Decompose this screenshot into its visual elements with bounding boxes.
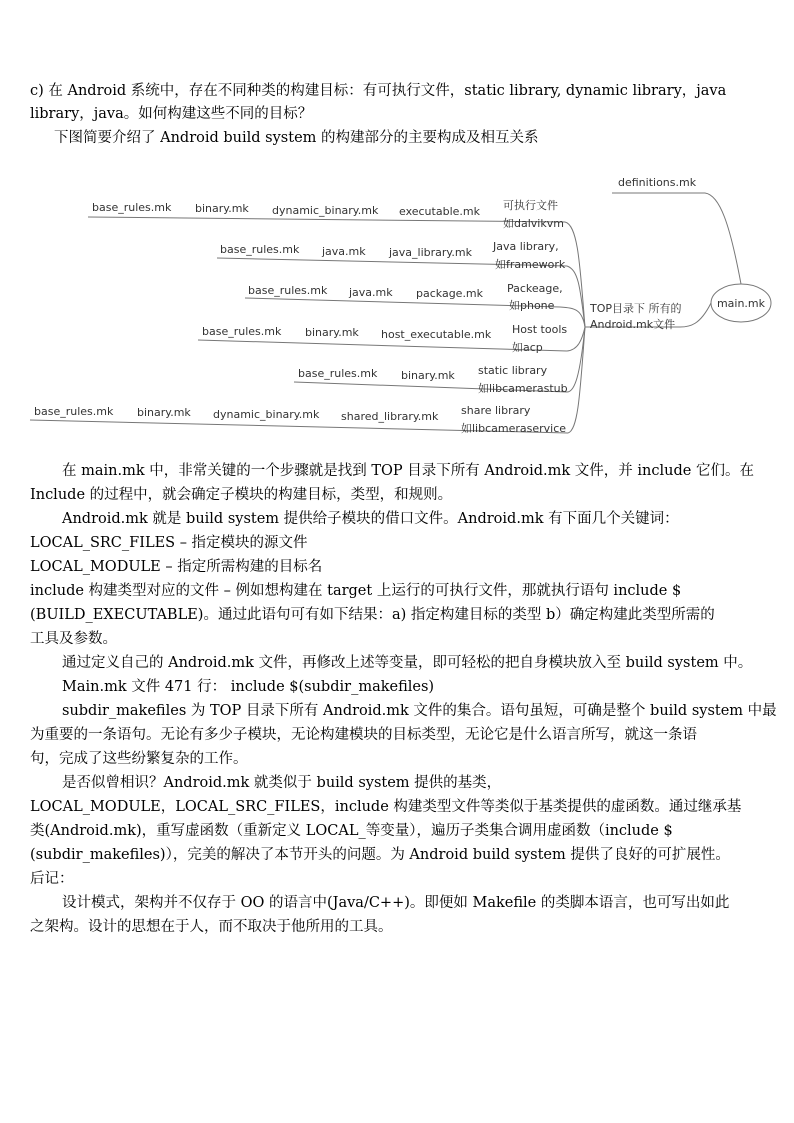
- node: base_rules.mk: [220, 243, 300, 256]
- node: base_rules.mk: [248, 284, 328, 297]
- branch-2-label-1: Java library,: [493, 240, 559, 253]
- branch-executable: [88, 198, 565, 230]
- body-line: (BUILD_EXECUTABLE)。通过此语句可有如下结果：a) 指定构建目标的类型 b）确定构建此类型所需的: [30, 607, 715, 623]
- top-label-1: TOP目录下 所有的: [590, 302, 682, 315]
- body-line: LOCAL_SRC_FILES – 指定模块的源文件: [30, 535, 308, 551]
- branch-package: [245, 282, 563, 312]
- body-line: Main.mk 文件 471 行： include $(subdir_makefiles): [62, 679, 435, 695]
- body-line: 类(Android.mk)，重写虚函数（重新定义 LOCAL_等变量），遍历子类集合调用虚函数（include $: [30, 823, 673, 839]
- branch-java-library: [217, 240, 567, 271]
- branch-3-label-2: 如phone: [509, 299, 555, 312]
- body-line: LOCAL_MODULE，LOCAL_SRC_FILES，include 构建类型文件等类似于基类提供的虚函数。通过继承基: [30, 799, 742, 815]
- node: base_rules.mk: [34, 405, 114, 418]
- node: binary.mk: [195, 202, 249, 215]
- branch-share-library: [30, 404, 568, 435]
- body-line: 之架构。设计的思想在于人，而不取决于他所用的工具。: [30, 919, 393, 935]
- body-line: Include 的过程中，就会确定子模块的构建目标，类型，和规则。: [30, 487, 453, 503]
- branch-6-label-1: share library: [461, 404, 531, 417]
- branch-5-label-2: 如libcamerastub: [478, 382, 568, 395]
- body-line: 通过定义自己的 Android.mk 文件，再修改上述等变量，即可轻松的把自身模块放入至 build system 中。: [62, 655, 753, 671]
- body-line: subdir_makefiles 为 TOP 目录下所有 Android.mk 文件的集合。语句虽短，可确是整个 build system 中最: [62, 703, 777, 719]
- branch-1-label-2: 如dalvikvm: [503, 217, 564, 230]
- branch-6-label-2: 如libcameraservice: [461, 422, 567, 435]
- intro-line-2: library，java。如何构建这些不同的目标？: [30, 106, 313, 122]
- root-node-label: main.mk: [716, 297, 766, 310]
- node: java.mk: [349, 286, 393, 299]
- body-line: include 构建类型对应的文件 – 例如想构建在 target 上运行的可执行文件，那就执行语句 include $: [30, 583, 682, 599]
- body-line: 为重要的一条语句。无论有多少子模块，无论构建模块的目标类型，无论它是什么语言所写，就这一条语: [30, 727, 697, 743]
- intro-line-1: c) 在 Android 系统中，存在不同种类的构建目标：有可执行文件，static library, dynamic library，java: [30, 83, 727, 99]
- node: shared_library.mk: [341, 410, 439, 423]
- branch-2-label-2: 如framework: [495, 258, 566, 271]
- build-system-mindmap: [0, 165, 794, 465]
- node: binary.mk: [305, 326, 359, 339]
- node: executable.mk: [399, 205, 480, 218]
- node: dynamic_binary.mk: [213, 408, 320, 421]
- branch-5-label-1: static library: [478, 364, 548, 377]
- body-line: 句，完成了这些纷繁复杂的工作。: [30, 751, 248, 767]
- body-line: 在 main.mk 中，非常关键的一个步骤就是找到 TOP 目录下所有 Android.mk 文件，并 include 它们。在: [62, 463, 754, 479]
- node: host_executable.mk: [381, 328, 492, 341]
- node: package.mk: [416, 287, 484, 300]
- body-line: 是否似曾相识？Android.mk 就类似于 build system 提供的基类，: [62, 775, 502, 791]
- node: base_rules.mk: [298, 367, 378, 380]
- node: java.mk: [322, 245, 366, 258]
- node: binary.mk: [137, 406, 191, 419]
- definitions-node: definitions.mk: [618, 176, 697, 189]
- branch-1-label-1: 可执行文件: [503, 199, 558, 212]
- body-line: (subdir_makefiles)），完美的解决了本节开头的问题。为 Android build system 提供了良好的可扩展性。: [30, 847, 730, 863]
- body-line: Android.mk 就是 build system 提供给子模块的借口文件。Android.mk 有下面几个关键词：: [62, 511, 679, 527]
- intro-line-3: 下图简要介绍了 Android build system 的构建部分的主要构成及相互关系: [54, 130, 539, 146]
- node: base_rules.mk: [92, 201, 172, 214]
- branch-static-library: [294, 364, 568, 395]
- top-label-2: Android.mk文件: [590, 318, 676, 331]
- afterword-heading: 后记：: [30, 871, 74, 887]
- node: base_rules.mk: [202, 325, 282, 338]
- branch-4-label-1: Host tools: [512, 323, 568, 336]
- body-line: 工具及参数。: [30, 631, 117, 647]
- body-line: LOCAL_MODULE – 指定所需构建的目标名: [30, 559, 323, 575]
- body-line: 设计模式，架构并不仅存于 OO 的语言中(Java/C++)。即便如 Makefile 的类脚本语言，也可写出如此: [62, 895, 730, 911]
- node: binary.mk: [401, 369, 455, 382]
- branch-host-tools: [198, 323, 567, 354]
- branch-3-label-1: Packeage,: [507, 282, 563, 295]
- branch-4-label-2: 如acp: [512, 341, 543, 354]
- node: java_library.mk: [389, 246, 472, 259]
- node: dynamic_binary.mk: [272, 204, 379, 217]
